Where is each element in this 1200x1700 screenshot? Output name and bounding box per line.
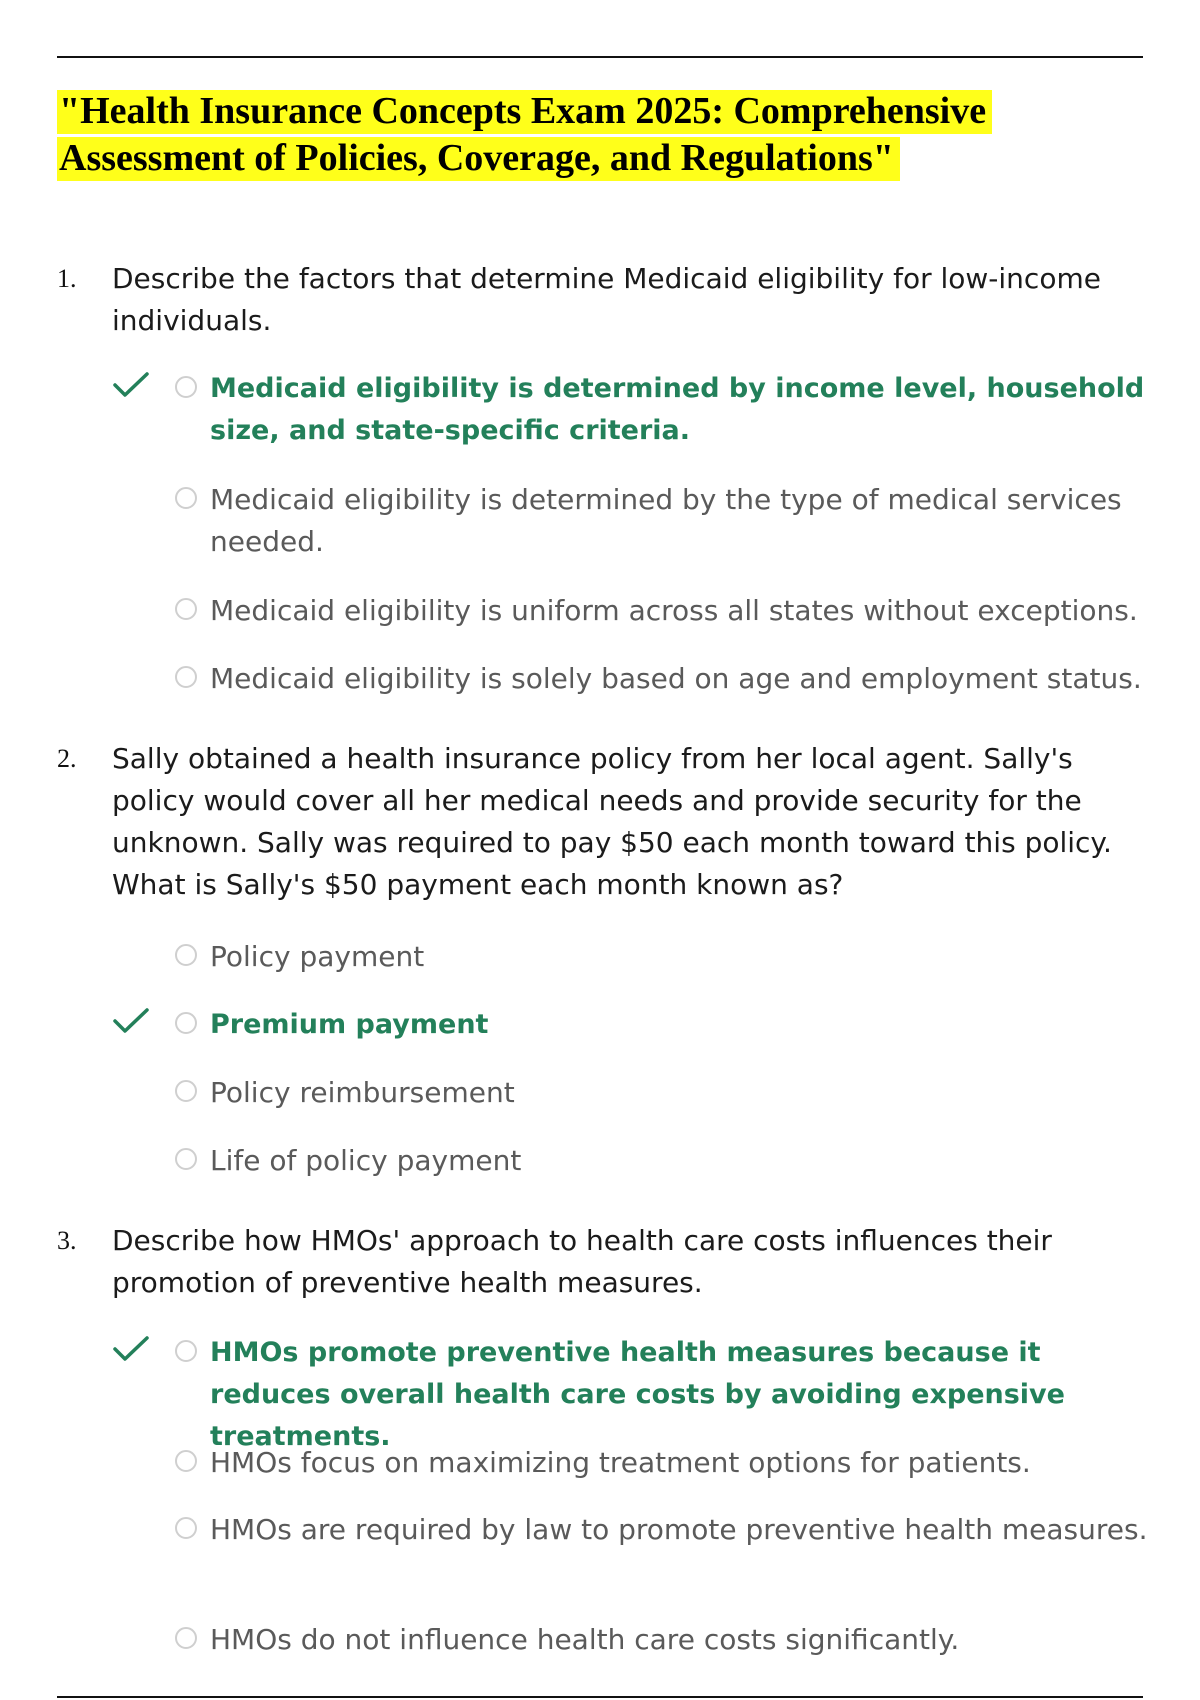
checkmark-icon — [112, 1006, 150, 1036]
question-number: 2. — [57, 744, 77, 773]
option-text: Premium payment — [210, 1009, 489, 1040]
question-text: Describe the factors that determine Medicaid eligibility for low-income individuals. — [112, 262, 1101, 337]
radio-button[interactable] — [175, 1450, 197, 1472]
option-text: HMOs focus on maximizing treatment options for patients. — [210, 1446, 1031, 1479]
radio-button[interactable] — [175, 1517, 197, 1539]
option-text: Policy reimbursement — [210, 1076, 515, 1109]
radio-button[interactable] — [175, 1148, 197, 1170]
radio-button[interactable] — [175, 944, 197, 966]
option-text: Medicaid eligibility is determined by income level, household size, and state-specific criteria. — [210, 373, 1145, 446]
option-text: HMOs promote preventive health measures because it reduces overall health care costs by avoiding expensive treatments. — [210, 1337, 1065, 1452]
radio-button[interactable] — [175, 376, 197, 398]
title-line-2: Assessment of Policies, Coverage, and Regulations" — [57, 137, 900, 181]
option-text: Life of policy payment — [210, 1144, 522, 1177]
checkmark-icon — [112, 1334, 150, 1364]
radio-button[interactable] — [175, 1627, 197, 1649]
bottom-divider — [57, 1696, 1143, 1698]
radio-button[interactable] — [175, 598, 197, 620]
option-text: Medicaid eligibility is uniform across all states without exceptions. — [210, 594, 1138, 627]
title-line-1: "Health Insurance Concepts Exam 2025: Comprehensive — [57, 90, 992, 134]
option-text: HMOs are required by law to promote preventive health measures. — [210, 1513, 1148, 1546]
radio-button[interactable] — [175, 1012, 197, 1034]
option-text: Medicaid eligibility is solely based on age and employment status. — [210, 662, 1142, 695]
question-number: 1. — [57, 264, 77, 293]
radio-button[interactable] — [175, 1080, 197, 1102]
radio-button[interactable] — [175, 487, 197, 509]
radio-button[interactable] — [175, 1340, 197, 1362]
question-text: Sally obtained a health insurance policy from her local agent. Sally's policy would cover all her medical needs and provide security for the unknown. Sally was required to pay $50 each month toward this policy. What is Sally's $50 payment each month known as? — [112, 742, 1112, 901]
question-number: 3. — [57, 1226, 77, 1255]
option-text: HMOs do not influence health care costs significantly. — [210, 1623, 960, 1656]
radio-button[interactable] — [175, 666, 197, 688]
checkmark-icon — [112, 370, 150, 400]
option-text: Policy payment — [210, 940, 425, 973]
document-title — [57, 88, 1143, 182]
top-divider — [57, 56, 1143, 58]
option-text: Medicaid eligibility is determined by the type of medical services needed. — [210, 483, 1122, 558]
question-text: Describe how HMOs' approach to health care costs influences their promotion of preventive health measures. — [112, 1224, 1052, 1299]
